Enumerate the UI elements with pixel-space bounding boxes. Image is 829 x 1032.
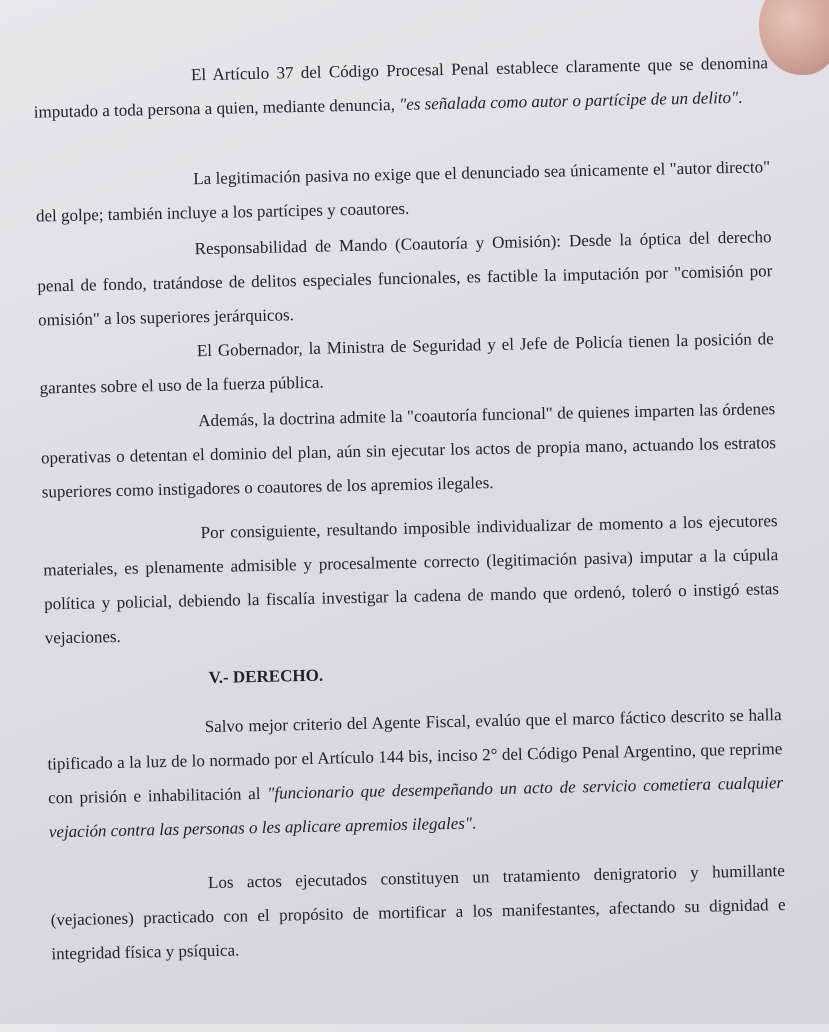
paragraph-quote: "es señalada como autor o partícipe de un delito" — [398, 87, 739, 114]
paragraph-text: Salvo mejor criterio del Agente Fiscal, evalúo que el marco fáctico descrito se halla tipificado a la luz de lo normado por el Artículo 144 bis, inciso 2° del Código Penal Argentino, que reprime con prisión e inhabilitación al — [47, 705, 783, 808]
paragraph-text-end: . — [737, 87, 743, 107]
paragraph-article-37 — [33, 46, 769, 129]
paragraph-text: Responsabilidad de Mando (Coautoría y Omisión): Desde la óptica del derecho penal de fondo, tratándose de delitos especiales funcionales, es factible la imputación por "comisión por omisión" a los superiores jerárquicos. — [37, 227, 773, 330]
paragraph-responsabilidad-mando — [36, 220, 773, 337]
paragraph-garantes — [39, 322, 775, 405]
paragraph-text-end: . — [471, 813, 477, 833]
paragraph-text: El Artículo 37 del Código Procesal Penal establece claramente que se denomina imputado a toda persona a quien, mediante denuncia, — [33, 53, 769, 122]
paragraph-quote: "funcionario que desempeñando un acto de servicio cometiera cualquier vejación contra las personas o les aplicare apremios ilegales" — [48, 773, 784, 842]
paragraph-text: La legitimación pasiva no exige que el denunciado sea únicamente el "autor directo" del golpe; también incluye a los partícipes y coautores. — [35, 157, 771, 226]
paragraph-por-consiguiente — [42, 504, 780, 655]
paragraph-text: Los actos ejecutados constituyen un tratamiento denigratorio y humillante (vejaciones) practicado con el propósito de mortificar a los manifestantes, afectando su dignidad e integridad física y psíquica. — [50, 861, 786, 964]
paragraph-text: Por consiguiente, resultando imposible individualizar de momento a los ejecutores materiales, es plenamente admisible y procesalmente correcto (legitimación pasiva) imputar a la cúpula política y policial, debiendo la fiscalía investigar la cadena de mando que ordenó, toleró o instigó estas vejaciones. — [43, 511, 780, 648]
section-heading: V.- DERECHO. — [208, 665, 324, 688]
paragraph-text: El Gobernador, la Ministra de Seguridad y el Jefe de Policía tienen la posición de garantes sobre el uso de la fuerza pública. — [39, 329, 774, 398]
paragraph-text: Además, la doctrina admite la "coautoría funcional" de quienes imparten las órdenes operativas o detentan el dominio del plan, aún sin ejecutar los actos de propia mano, actuando los estratos superiores como instigadores o coautores de los apremios ilegales. — [40, 399, 777, 502]
paragraph-coautoria-funcional — [40, 392, 777, 509]
paragraph-legitimacion-pasiva — [35, 150, 771, 233]
paragraph-agente-fiscal — [46, 698, 784, 849]
paragraph-actos-ejecutados — [50, 854, 787, 971]
